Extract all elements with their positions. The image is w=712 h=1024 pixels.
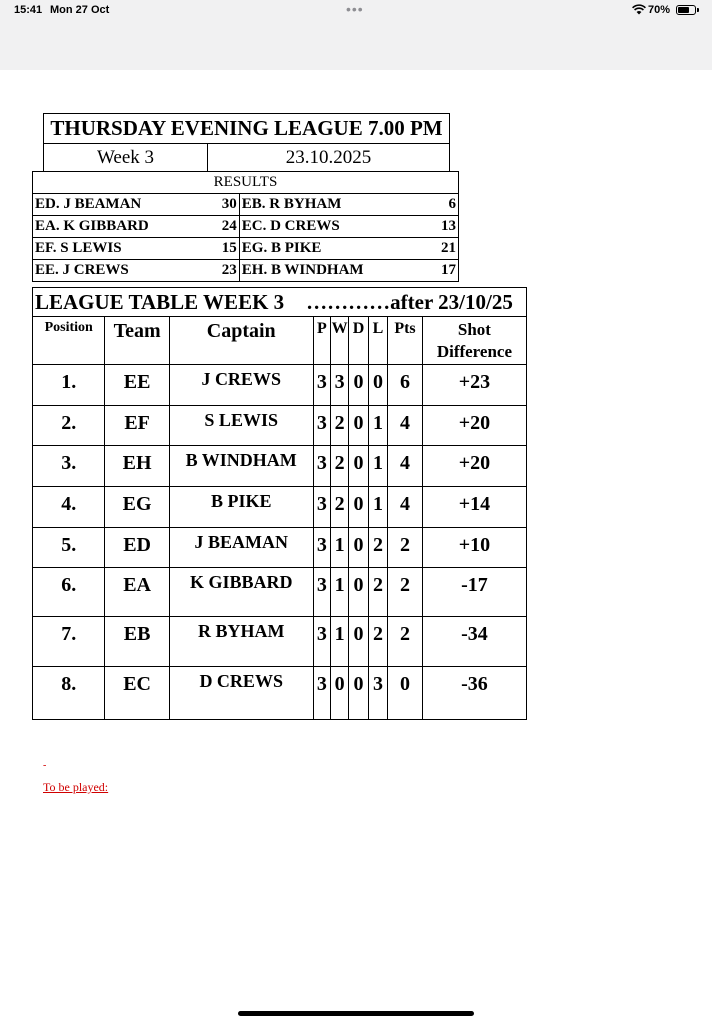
league-drawn: 0: [349, 667, 368, 720]
week-label: Week 3: [44, 144, 208, 172]
result-team: EC. D CREWS: [241, 218, 340, 234]
league-captain: D CREWS: [169, 667, 313, 720]
league-table: [32, 287, 527, 720]
result-cell: [33, 194, 240, 216]
col-team: Team: [105, 317, 169, 365]
league-won: 1: [331, 617, 349, 667]
league-lost: 2: [368, 568, 387, 617]
league-team: EE: [105, 365, 169, 406]
result-cell: [33, 216, 240, 238]
league-won: 2: [331, 487, 349, 528]
league-points: 4: [388, 446, 423, 487]
result-score: 23: [221, 262, 237, 278]
result-team: EB. R BYHAM: [241, 196, 342, 212]
battery-fill: [678, 7, 689, 13]
col-played: P: [313, 317, 330, 365]
league-won: 3: [331, 365, 349, 406]
result-score: 15: [221, 240, 237, 256]
league-position: 5.: [33, 528, 105, 568]
league-title: THURSDAY EVENING LEAGUE 7.00 PM: [44, 114, 450, 144]
battery-icon: [676, 5, 696, 15]
results-table: [32, 171, 459, 282]
league-header-table: [43, 113, 450, 172]
league-points: 0: [388, 667, 423, 720]
result-team: EH. B WINDHAM: [241, 262, 364, 278]
league-team: EB: [105, 617, 169, 667]
league-row: [33, 365, 527, 406]
league-won: 2: [331, 406, 349, 446]
col-won: W: [331, 317, 349, 365]
league-shot-difference: +20: [422, 406, 526, 446]
league-points: 4: [388, 487, 423, 528]
results-row: [33, 260, 459, 282]
league-team: EH: [105, 446, 169, 487]
col-points: Pts: [388, 317, 423, 365]
result-score: 6: [448, 196, 456, 212]
col-drawn: D: [349, 317, 368, 365]
league-position: 8.: [33, 667, 105, 720]
league-captain: K GIBBARD: [169, 568, 313, 617]
battery-percent: 70%: [648, 4, 671, 16]
more-dots-icon[interactable]: •••: [346, 1, 364, 17]
result-score: 30: [221, 196, 237, 212]
status-time: 15:41: [14, 4, 43, 16]
league-team: EF: [105, 406, 169, 446]
results-row: [33, 216, 459, 238]
league-played: 3: [313, 528, 330, 568]
results-row: [33, 238, 459, 260]
league-lost: 1: [368, 446, 387, 487]
league-captain: B WINDHAM: [169, 446, 313, 487]
league-row: [33, 487, 527, 528]
league-shot-difference: +14: [422, 487, 526, 528]
result-team: ED. J BEAMAN: [35, 196, 142, 212]
league-points: 4: [388, 406, 423, 446]
league-position: 1.: [33, 365, 105, 406]
results-row: [33, 194, 459, 216]
league-drawn: 0: [349, 446, 368, 487]
league-lost: 2: [368, 528, 387, 568]
status-date: Mon 27 Oct: [50, 4, 110, 16]
result-cell: [33, 238, 240, 260]
league-captain: R BYHAM: [169, 617, 313, 667]
league-lost: 2: [368, 617, 387, 667]
wifi-icon: [632, 4, 646, 15]
col-position: Position: [33, 317, 105, 365]
league-team: EC: [105, 667, 169, 720]
result-team: EA. K GIBBARD: [35, 218, 149, 234]
league-won: 2: [331, 446, 349, 487]
week-date: 23.10.2025: [208, 144, 450, 172]
league-shot-difference: -17: [422, 568, 526, 617]
league-drawn: 0: [349, 365, 368, 406]
league-played: 3: [313, 446, 330, 487]
league-row: [33, 528, 527, 568]
league-shot-difference: +23: [422, 365, 526, 406]
league-row: [33, 617, 527, 667]
league-captain: J CREWS: [169, 365, 313, 406]
result-score: 17: [441, 262, 456, 278]
league-table-heading: LEAGUE TABLE WEEK 3: [35, 289, 285, 314]
result-cell: [239, 216, 458, 238]
league-played: 3: [313, 568, 330, 617]
col-shot-difference: [422, 317, 526, 365]
league-lost: 3: [368, 667, 387, 720]
league-drawn: 0: [349, 406, 368, 446]
league-lost: 1: [368, 406, 387, 446]
league-lost: 0: [368, 365, 387, 406]
league-shot-difference: +20: [422, 446, 526, 487]
league-drawn: 0: [349, 487, 368, 528]
to-be-played-link[interactable]: To be played:: [43, 780, 109, 794]
result-score: 24: [221, 218, 237, 234]
league-captain: J BEAMAN: [169, 528, 313, 568]
league-points: 2: [388, 617, 423, 667]
league-team: EG: [105, 487, 169, 528]
league-drawn: 0: [349, 568, 368, 617]
league-table-after-date: …………after 23/10/25: [306, 289, 513, 314]
league-row: [33, 446, 527, 487]
results-heading: RESULTS: [33, 172, 459, 194]
league-captain: B PIKE: [169, 487, 313, 528]
league-team: ED: [105, 528, 169, 568]
league-position: 4.: [33, 487, 105, 528]
col-captain: Captain: [169, 317, 313, 365]
league-position: 7.: [33, 617, 105, 667]
result-team: EF. S LEWIS: [35, 240, 122, 256]
league-played: 3: [313, 667, 330, 720]
league-row: [33, 406, 527, 446]
result-team: EG. B PIKE: [241, 240, 322, 256]
league-shot-difference: -36: [422, 667, 526, 720]
result-cell: [239, 194, 458, 216]
league-position: 2.: [33, 406, 105, 446]
league-position: 6.: [33, 568, 105, 617]
result-score: 21: [441, 240, 456, 256]
league-position: 3.: [33, 446, 105, 487]
col-lost: L: [368, 317, 387, 365]
league-drawn: 0: [349, 528, 368, 568]
league-captain: S LEWIS: [169, 406, 313, 446]
battery-tip: [697, 8, 699, 12]
league-column-headers: [33, 317, 527, 365]
league-played: 3: [313, 617, 330, 667]
league-won: 0: [331, 667, 349, 720]
league-won: 1: [331, 528, 349, 568]
league-row: [33, 667, 527, 720]
result-cell: [33, 260, 240, 282]
league-played: 3: [313, 487, 330, 528]
league-drawn: 0: [349, 617, 368, 667]
league-shot-difference: +10: [422, 528, 526, 568]
top-toolbar: [0, 0, 712, 70]
league-lost: 1: [368, 487, 387, 528]
league-points: 2: [388, 568, 423, 617]
result-team: EE. J CREWS: [35, 262, 129, 278]
league-shot-difference: -34: [422, 617, 526, 667]
league-played: 3: [313, 406, 330, 446]
league-points: 2: [388, 528, 423, 568]
col-shot-difference-label: Shot Difference: [436, 320, 513, 361]
result-cell: [239, 238, 458, 260]
result-score: 13: [441, 218, 456, 234]
league-table-title: [33, 288, 527, 317]
league-points: 6: [388, 365, 423, 406]
home-indicator[interactable]: [238, 1011, 474, 1016]
league-row: [33, 568, 527, 617]
league-team: EA: [105, 568, 169, 617]
red-dash: -: [43, 760, 47, 771]
league-won: 1: [331, 568, 349, 617]
league-played: 3: [313, 365, 330, 406]
result-cell: [239, 260, 458, 282]
